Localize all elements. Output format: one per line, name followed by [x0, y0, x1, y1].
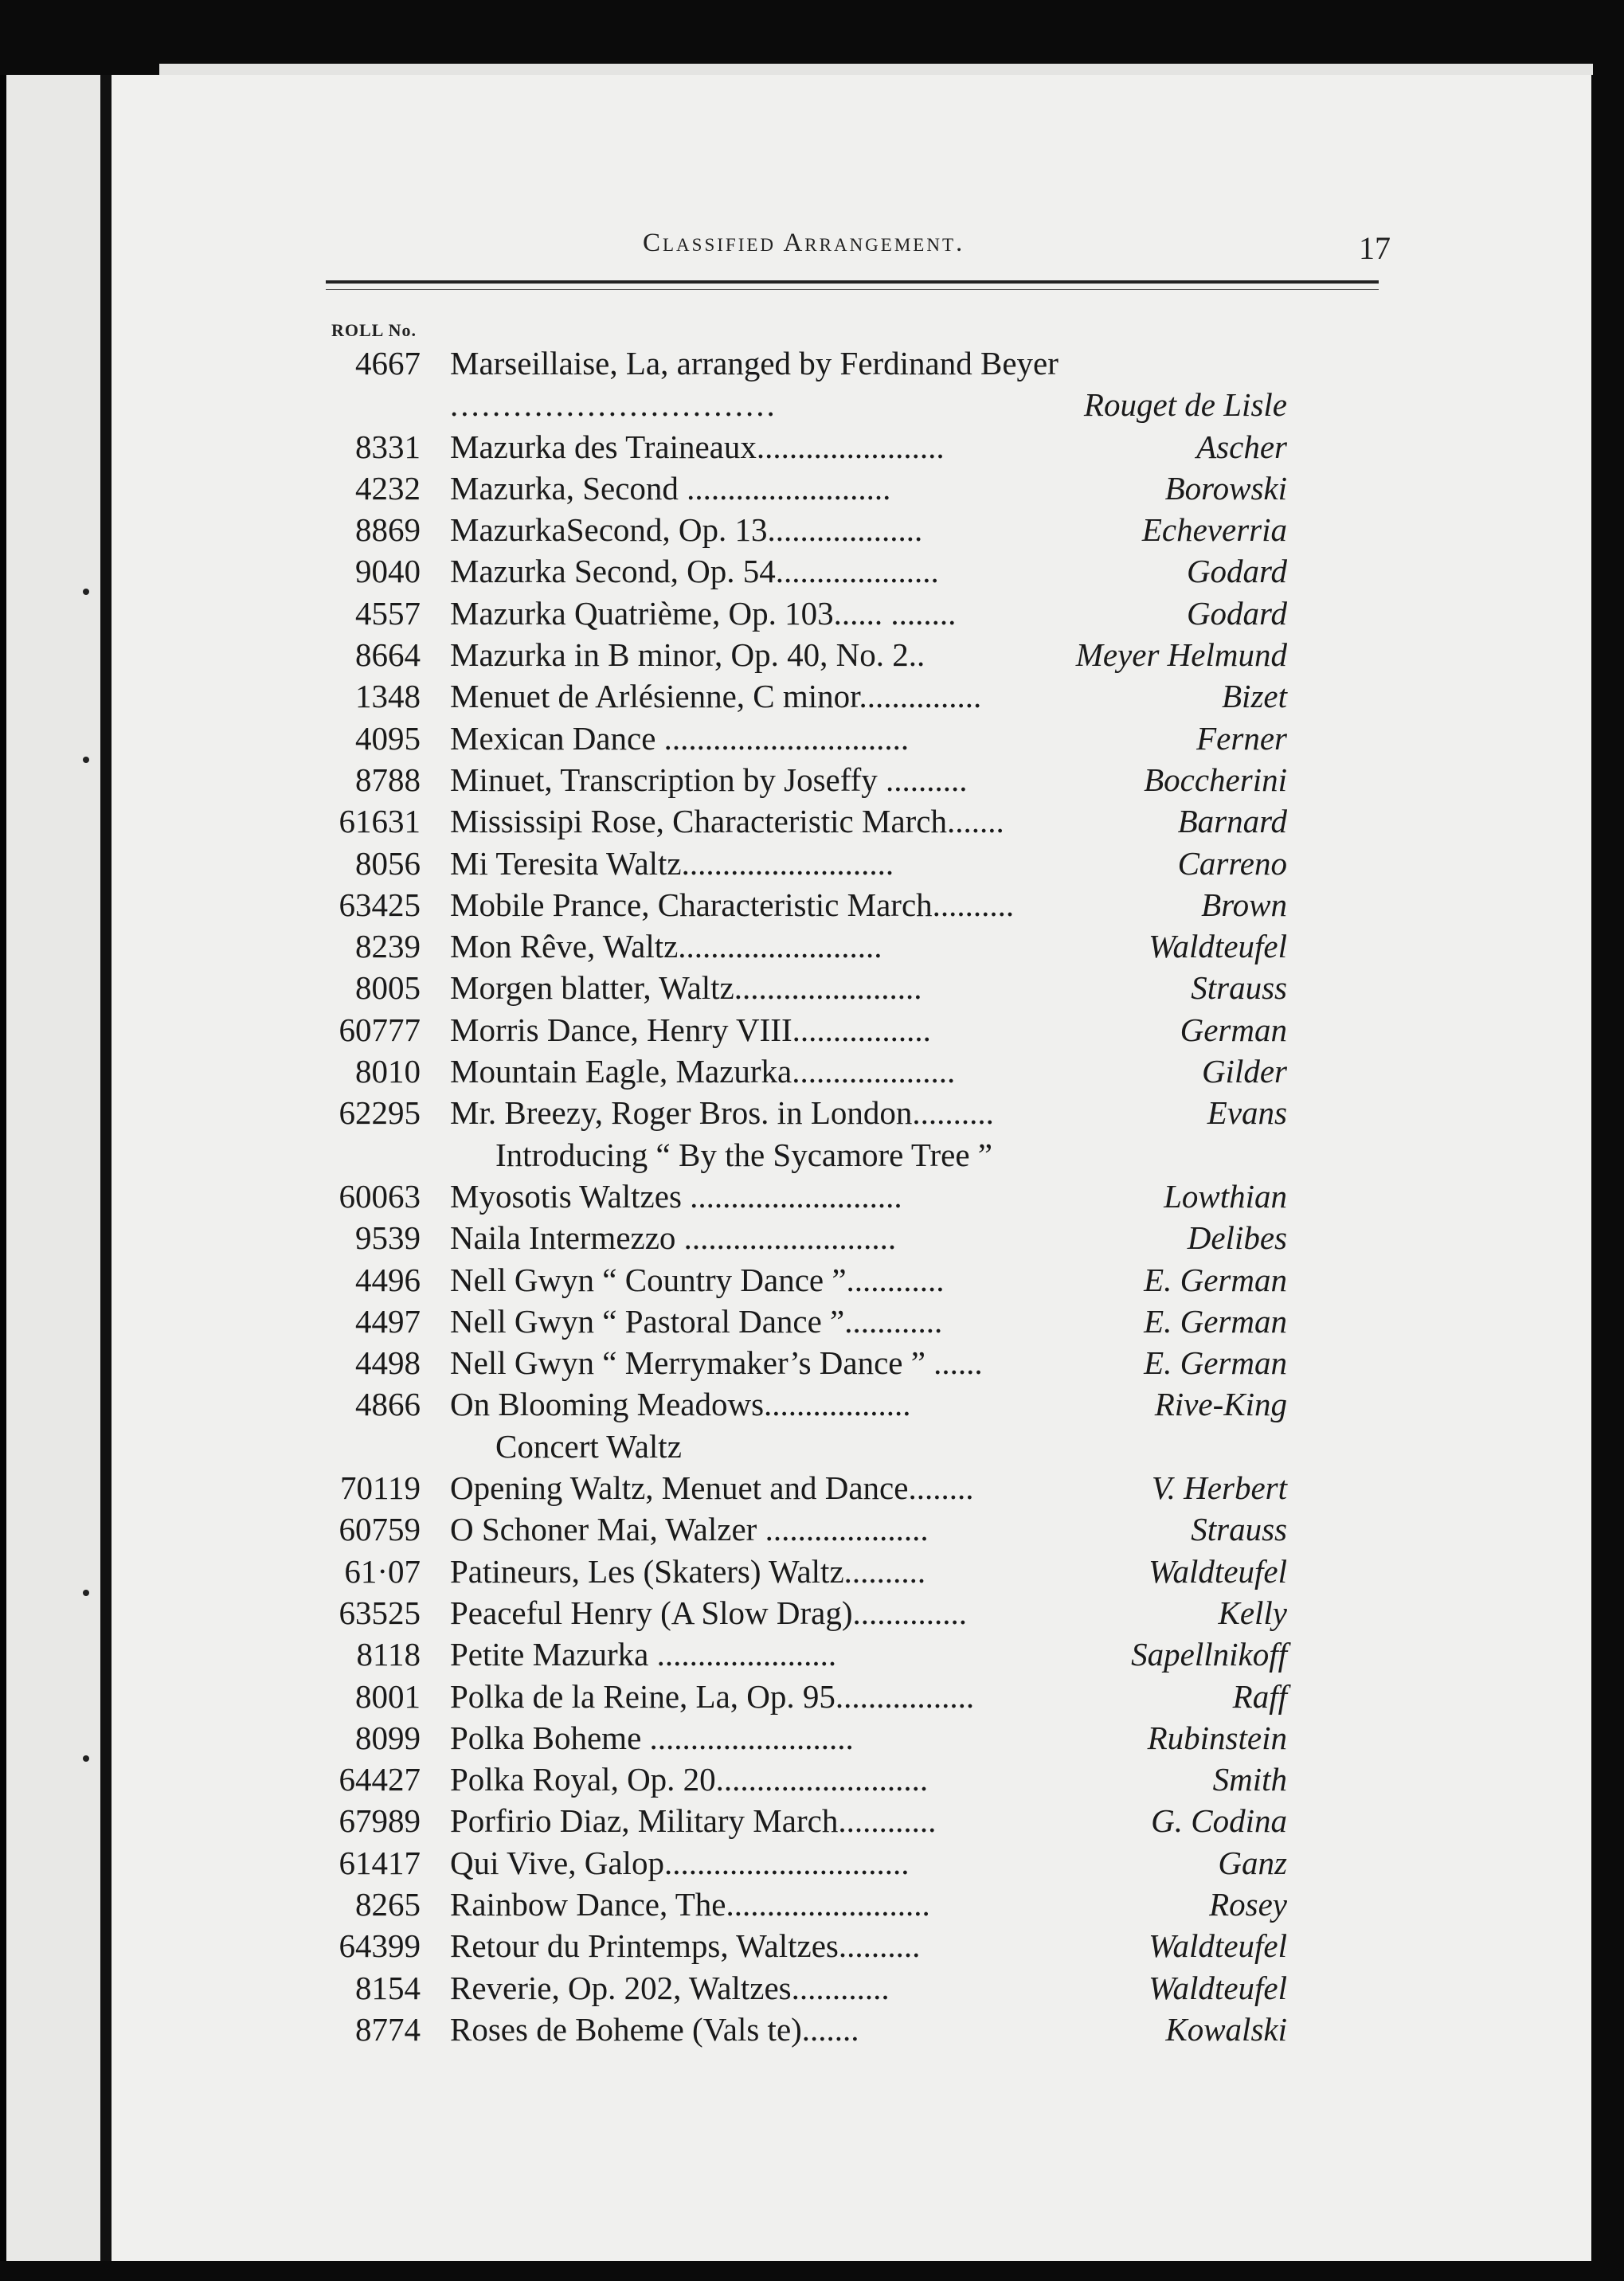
entry-title: Rainbow Dance, The......................... — [450, 1885, 930, 1923]
list-item — [0, 884, 1480, 925]
list-item — [0, 1259, 1480, 1301]
entry-title: Mississipi Rose, Characteristic March....... — [450, 803, 1004, 840]
roll-number: 9040 — [355, 553, 421, 590]
composer-name: Rubinstein — [1147, 1719, 1287, 1756]
roll-number: 4667 — [355, 345, 421, 381]
entry-title: Mazurka Second, Op. 54.................... — [450, 553, 939, 590]
entry-title: Polka Boheme ......................... — [450, 1719, 854, 1756]
composer-name: Godard — [1186, 594, 1287, 632]
composer-name: Waldteufel — [1149, 1969, 1287, 2006]
entry-title: Mon Rêve, Waltz......................... — [450, 928, 882, 965]
entry-title: Roses de Boheme (Vals te)....... — [450, 2010, 859, 2048]
composer-name: Delibes — [1187, 1219, 1287, 1257]
entry-title: On Blooming Meadows.................. — [450, 1386, 911, 1423]
list-item — [0, 1051, 1480, 1092]
list-item — [0, 384, 1480, 425]
list-item — [0, 675, 1480, 717]
roll-number: 67989 — [338, 1802, 421, 1840]
composer-name: V. Herbert — [1151, 1469, 1287, 1507]
composer-name: Brown — [1201, 886, 1287, 923]
entry-title: Porfirio Diaz, Military March............ — [450, 1802, 937, 1840]
entry-title: Reverie, Op. 202, Waltzes............ — [450, 1969, 890, 2006]
list-item — [0, 1633, 1480, 1675]
list-item — [0, 800, 1480, 842]
list-item — [0, 843, 1480, 884]
roll-number: 61417 — [338, 1844, 421, 1881]
list-item — [0, 1342, 1480, 1383]
list-item — [0, 1842, 1480, 1884]
list-item — [0, 550, 1480, 592]
list-item — [0, 1800, 1480, 1841]
entry-title: Morgen blatter, Waltz....................... — [450, 969, 922, 1007]
list-item — [0, 509, 1480, 550]
roll-number: 60063 — [338, 1177, 421, 1215]
list-item — [0, 1551, 1480, 1592]
list-item — [0, 426, 1480, 468]
entry-title: Nell Gwyn “ Country Dance ”............ — [450, 1261, 945, 1298]
composer-name: Bizet — [1222, 678, 1287, 715]
entry-title: Mobile Prance, Characteristic March.......... — [450, 886, 1015, 923]
roll-number: 64399 — [338, 1927, 421, 1965]
composer-name: Echeverria — [1141, 511, 1287, 549]
entry-title: Mr. Breezy, Roger Bros. in London.......... — [450, 1094, 994, 1132]
entry-title: Marseillaise, La, arranged by Ferdinand Beyer — [450, 345, 1059, 381]
composer-name: Waldteufel — [1149, 1552, 1287, 1590]
list-item — [0, 1884, 1480, 1925]
roll-number: 8788 — [355, 761, 421, 798]
list-item — [0, 1925, 1480, 1966]
list-item — [0, 1967, 1480, 2009]
entry-title: Naila Intermezzo .......................... — [450, 1219, 897, 1257]
entry-title: Mazurka Quatrième, Op. 103...... ........ — [450, 594, 957, 632]
composer-name: Borowski — [1164, 469, 1287, 507]
entry-title: O Schoner Mai, Walzer .................... — [450, 1511, 929, 1548]
list-item — [0, 1508, 1480, 1550]
composer-name: Meyer Helmund — [1075, 636, 1287, 674]
entry-title: Mexican Dance .............................. — [450, 719, 910, 757]
list-item — [0, 1676, 1480, 1717]
list-item — [0, 1592, 1480, 1633]
list-item — [0, 593, 1480, 634]
composer-name: German — [1180, 1011, 1287, 1048]
roll-number: 62295 — [338, 1094, 421, 1132]
roll-number: 64427 — [338, 1761, 421, 1798]
roll-number: 63525 — [338, 1594, 421, 1631]
composer-name: Sapellnikoff — [1131, 1636, 1287, 1673]
list-item — [0, 2009, 1480, 2050]
entry-title: Qui Vive, Galop.............................. — [450, 1844, 910, 1881]
list-item — [0, 925, 1480, 967]
entry-continuation: Concert Waltz — [495, 1427, 682, 1465]
entry-title: Nell Gwyn “ Merrymaker’s Dance ” ...... — [450, 1344, 983, 1382]
composer-name: E. German — [1144, 1344, 1287, 1382]
list-item — [0, 468, 1480, 509]
composer-name: Rosey — [1209, 1885, 1287, 1923]
roll-number: 8056 — [355, 844, 421, 882]
composer-name: E. German — [1144, 1261, 1287, 1298]
roll-number: 4232 — [355, 469, 421, 507]
entry-title: Petite Mazurka ...................... — [450, 1636, 837, 1673]
list-item — [0, 1759, 1480, 1800]
roll-number: 8331 — [355, 428, 421, 465]
entry-title: Myosotis Waltzes .......................... — [450, 1177, 902, 1215]
page-number: 17 — [1359, 230, 1391, 266]
entry-title: Nell Gwyn “ Pastoral Dance ”............ — [450, 1302, 943, 1340]
entry-title: Patineurs, Les (Skaters) Waltz.......... — [450, 1552, 926, 1590]
list-item — [0, 1009, 1480, 1051]
roll-number: 8774 — [355, 2010, 421, 2048]
composer-name: Ascher — [1196, 428, 1287, 465]
composer-name: Gilder — [1201, 1053, 1287, 1090]
roll-number: 8154 — [355, 1969, 421, 2006]
roll-number: 61631 — [338, 803, 421, 840]
roll-number: 4557 — [355, 594, 421, 632]
list-item — [0, 1092, 1480, 1133]
list-item — [0, 634, 1480, 675]
composer-name: Ferner — [1196, 719, 1287, 757]
composer-name: Barnard — [1177, 803, 1287, 840]
list-item — [0, 967, 1480, 1008]
list-item — [0, 1383, 1480, 1425]
entry-title: Polka Royal, Op. 20.......................... — [450, 1761, 929, 1798]
entry-title: Morris Dance, Henry VIII................. — [450, 1011, 931, 1048]
roll-number: 60777 — [338, 1011, 421, 1048]
entry-title: Retour du Printemps, Waltzes.......... — [450, 1927, 921, 1965]
entry-title: MazurkaSecond, Op. 13................... — [450, 511, 923, 549]
roll-number: 8664 — [355, 636, 421, 674]
entry-title: Mazurka des Traineaux....................... — [450, 428, 945, 465]
list-item — [0, 1426, 1480, 1467]
roll-number: 8001 — [355, 1677, 421, 1715]
entry-title: Mazurka, Second ......................... — [450, 469, 891, 507]
entry-continuation: Introducing “ By the Sycamore Tree ” — [495, 1136, 992, 1173]
composer-name: G. Codina — [1151, 1802, 1287, 1840]
roll-number: 63425 — [338, 886, 421, 923]
roll-number: 8005 — [355, 969, 421, 1007]
roll-number: 61·07 — [344, 1552, 421, 1590]
dot-leader: ............................... — [450, 386, 777, 424]
composer-name: Evans — [1207, 1094, 1287, 1132]
roll-number: 8265 — [355, 1885, 421, 1923]
entry-title: Opening Waltz, Menuet and Dance........ — [450, 1469, 974, 1507]
list-item — [0, 1467, 1480, 1508]
list-item — [0, 342, 1480, 384]
composer-name: E. German — [1144, 1302, 1287, 1340]
composer-name: Kelly — [1218, 1594, 1287, 1631]
composer-name: Kowalski — [1165, 2010, 1287, 2048]
roll-number: 4866 — [355, 1386, 421, 1423]
roll-number: 8118 — [356, 1636, 421, 1673]
entry-list — [0, 342, 1480, 2050]
roll-number: 8010 — [355, 1053, 421, 1090]
header-rule — [326, 280, 1379, 290]
list-item — [0, 1176, 1480, 1217]
roll-number: 4095 — [355, 719, 421, 757]
entry-title: Mi Teresita Waltz.......................... — [450, 844, 894, 882]
roll-number: 70119 — [340, 1469, 421, 1507]
entry-title: Polka de la Reine, La, Op. 95................. — [450, 1677, 975, 1715]
composer-name: Waldteufel — [1149, 1927, 1287, 1965]
page-top-edge — [159, 64, 1593, 75]
composer-name: Rive-King — [1154, 1386, 1287, 1423]
roll-number: 8239 — [355, 928, 421, 965]
composer-name: Strauss — [1191, 1511, 1287, 1548]
composer-name: Raff — [1232, 1677, 1287, 1715]
list-item — [0, 1134, 1480, 1176]
list-item — [0, 718, 1480, 759]
composer-name: Godard — [1186, 553, 1287, 590]
roll-number: 1348 — [355, 678, 421, 715]
roll-number: 4496 — [355, 1261, 421, 1298]
entry-title: Minuet, Transcription by Joseffy .......... — [450, 761, 968, 798]
composer-name: Strauss — [1191, 969, 1287, 1007]
entry-title: Peaceful Henry (A Slow Drag).............. — [450, 1594, 968, 1631]
roll-number: 4497 — [355, 1302, 421, 1340]
entry-title: Mountain Eagle, Mazurka.................... — [450, 1053, 956, 1090]
composer-name: Rouget de Lisle — [1083, 386, 1287, 424]
roll-number: 9539 — [355, 1219, 421, 1257]
roll-number: 8099 — [355, 1719, 421, 1756]
list-item — [0, 1301, 1480, 1342]
list-item — [0, 1717, 1480, 1759]
composer-name: Carreno — [1177, 844, 1287, 882]
composer-name: Ganz — [1218, 1844, 1287, 1881]
composer-name: Waldteufel — [1149, 928, 1287, 965]
roll-number-column-header: ROLL No. — [331, 320, 417, 340]
running-head: Classified Arrangement. — [643, 229, 965, 257]
composer-name: Smith — [1212, 1761, 1287, 1798]
list-item — [0, 759, 1480, 800]
roll-number: 60759 — [338, 1511, 421, 1548]
list-item — [0, 1217, 1480, 1258]
entry-title: Menuet de Arlésienne, C minor............... — [450, 678, 982, 715]
entry-title: Mazurka in B minor, Op. 40, No. 2.. — [450, 636, 925, 674]
composer-name: Boccherini — [1144, 761, 1287, 798]
composer-name: Lowthian — [1164, 1177, 1287, 1215]
roll-number: 4498 — [355, 1344, 421, 1382]
roll-number: 8869 — [355, 511, 421, 549]
